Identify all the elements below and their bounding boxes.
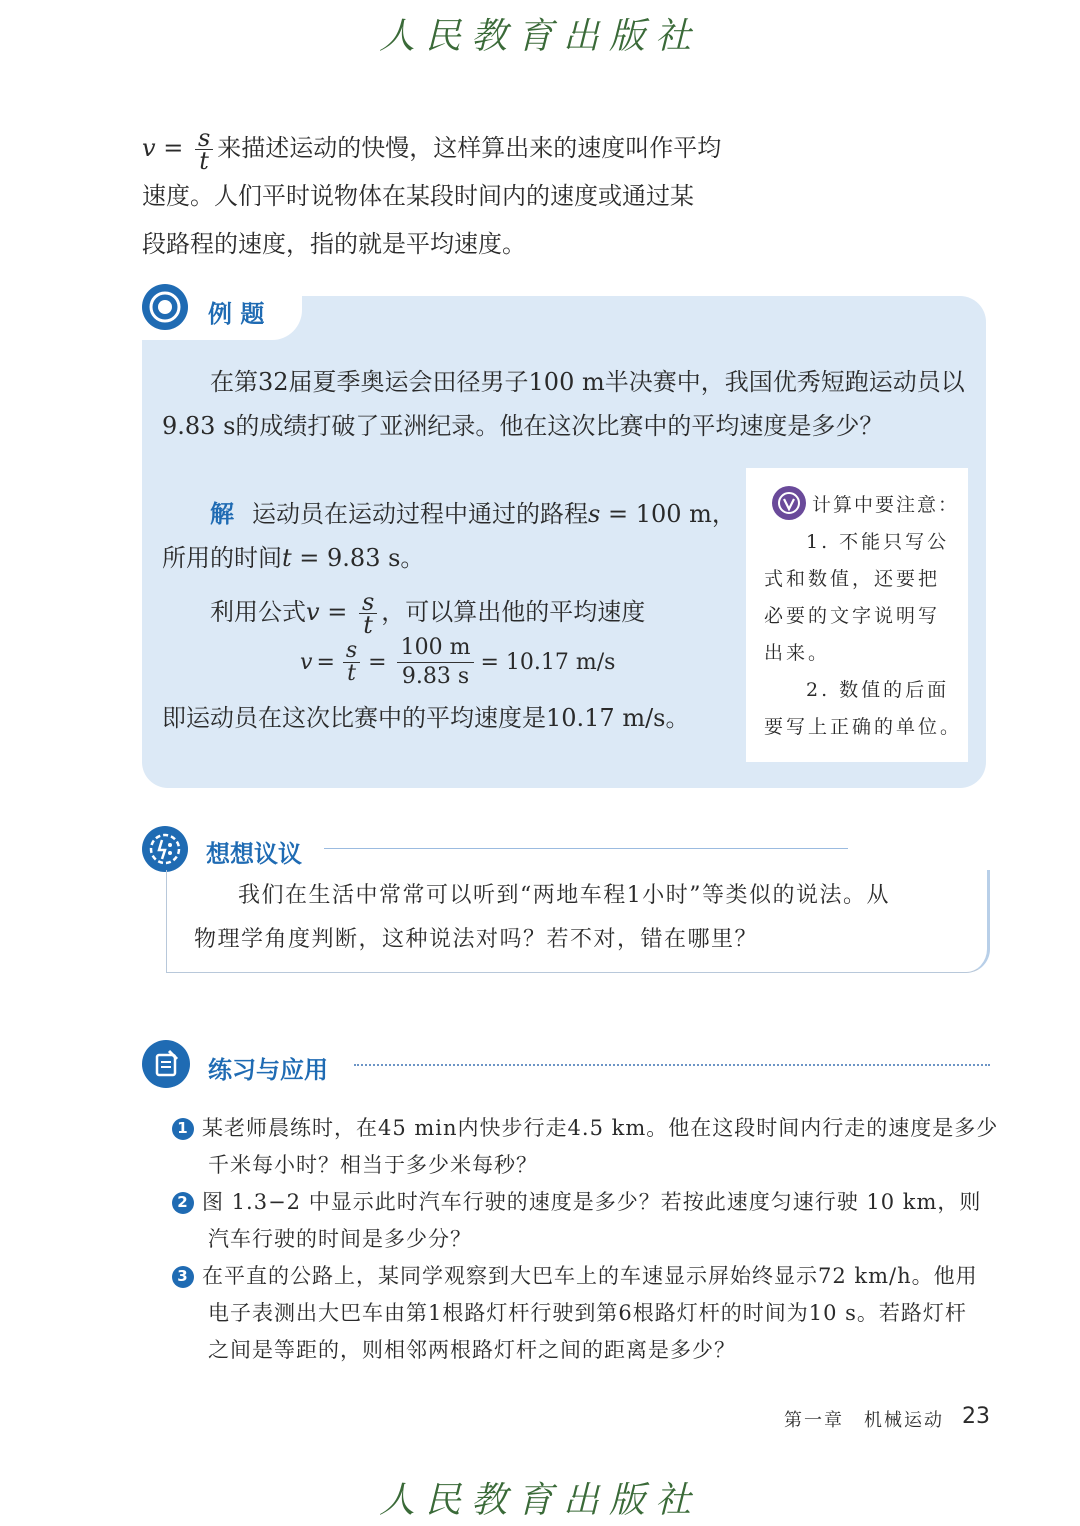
exercise-list	[172, 1110, 999, 1369]
solution-t-value: = 9.83 s。	[291, 544, 425, 572]
exercise-item	[172, 1110, 999, 1184]
note-line1: 1. 不能只写公	[806, 531, 950, 553]
intro-paragraph	[142, 124, 782, 268]
solution-line2: 所用的时间	[162, 544, 282, 572]
formula-intro-den: t	[363, 611, 373, 639]
exercise-line: 在平直的公路上，某同学观察到大巴车上的车速显示屏始终显示72 km/h。他用	[202, 1264, 978, 1288]
formula-intro: 利用公式	[210, 598, 306, 626]
exercise-icon	[142, 1040, 190, 1088]
intro-line2: 速度。人们平时说物体在某段时间内的速度或通过某	[142, 182, 694, 210]
formula-intro-num: s	[359, 591, 377, 614]
calculation	[300, 634, 615, 691]
chapter-label: 第一章 机械运动	[784, 1410, 944, 1431]
note-box	[746, 468, 968, 762]
calc-eq2: =	[368, 650, 387, 675]
discussion-icon	[142, 826, 188, 872]
note-body	[764, 524, 964, 746]
exercise-number-badge: 1	[172, 1118, 194, 1140]
calc-t: t	[347, 661, 356, 686]
calc-s: s	[343, 640, 360, 663]
note-line6: 要写上正确的单位。	[764, 716, 963, 738]
publisher-watermark-top: 人民教育出版社	[378, 16, 701, 57]
formula-intro-fraction	[359, 588, 377, 639]
formula-denominator: t	[199, 147, 209, 175]
exercise-line: 电子表测出大巴车由第1根路灯杆行驶到第6根路灯杆的时间为10 s。若路灯杆	[208, 1301, 967, 1325]
solution-line1: 运动员在运动过程中通过的路程	[252, 500, 588, 528]
formula-intro-line	[210, 588, 646, 639]
exercise-item	[172, 1258, 982, 1369]
discussion-line2: 物理学角度判断，这种说法对吗？若不对，错在哪里？	[194, 927, 759, 952]
formula-intro-eq: =	[327, 598, 348, 626]
target-icon	[142, 284, 188, 330]
discussion-rule	[324, 848, 848, 849]
calc-fraction-numeric	[397, 634, 475, 691]
calc-eq1: =	[316, 650, 335, 675]
intro-line3: 段路程的速度，指的就是平均速度。	[142, 230, 526, 258]
formula-eq: =	[163, 134, 184, 162]
exercise-line: 某老师晨练时，在45 min内快步行走4.5 km。他在这段时间内行走的速度是多少	[202, 1116, 999, 1140]
note-line4: 出来。	[764, 642, 831, 664]
calc-den: 9.83 s	[401, 664, 470, 689]
discussion-text	[194, 874, 974, 962]
publisher-watermark-bottom: 人民教育出版社	[378, 1480, 701, 1521]
example-conclusion: 即运动员在这次比赛中的平均速度是10.17 m/s。	[162, 704, 690, 732]
exercises-rule	[354, 1064, 990, 1066]
formula-numerator: s	[195, 127, 213, 150]
calc-num: 100 m	[397, 634, 475, 663]
page-number: 23	[962, 1404, 990, 1429]
solution-label: 解	[210, 499, 234, 528]
problem-line1: 在第32届夏季奥运会田径男子100 m半决赛中，我国优秀短跑运动员以	[210, 368, 965, 396]
exercises-title: 练习与应用	[208, 1056, 328, 1084]
exercise-line: 千米每小时？相当于多少米每秒？	[208, 1153, 538, 1177]
discussion-title: 想想议议	[206, 840, 302, 868]
exercise-line: 汽车行驶的时间是多少分？	[208, 1227, 472, 1251]
solution-t: t	[282, 544, 292, 572]
solution-s-value: = 100 m，	[600, 500, 736, 528]
exercise-line: 之间是等距的，则相邻两根路灯杆之间的距离是多少？	[208, 1338, 736, 1362]
discussion-line1: 我们在生活中常常可以听到“两地车程1小时”等类似的说法。从	[238, 883, 890, 908]
calc-fraction-symbolic	[343, 640, 360, 685]
note-title: 计算中要注意：	[812, 494, 960, 516]
calc-v: v	[300, 650, 313, 675]
exercise-number-badge: 2	[172, 1192, 194, 1214]
example-problem	[162, 360, 977, 448]
lightbulb-icon	[772, 486, 806, 520]
note-line3: 必要的文字说明写	[764, 605, 941, 627]
example-title: 例 题	[208, 300, 265, 328]
formula-fraction	[195, 124, 213, 175]
example-solution	[162, 492, 742, 580]
formula-intro-rest: ，可以算出他的平均速度	[381, 598, 646, 626]
formula-intro-v: v	[306, 598, 320, 626]
intro-line1: 来描述运动的快慢，这样算出来的速度叫作平均	[217, 134, 722, 162]
exercise-item	[172, 1184, 982, 1258]
note-line5: 2. 数值的后面	[806, 679, 950, 701]
exercise-number-badge: 3	[172, 1266, 194, 1288]
solution-s: s	[588, 500, 601, 528]
formula-v: v	[142, 134, 156, 162]
calc-result: = 10.17 m/s	[480, 650, 616, 675]
exercise-line: 图 1.3−2 中显示此时汽车行驶的速度是多少？若按此速度匀速行驶 10 km，则	[202, 1190, 982, 1214]
note-line2: 式和数值，还要把	[764, 568, 941, 590]
problem-line2: 9.83 s的成绩打破了亚洲纪录。他在这次比赛中的平均速度是多少？	[162, 412, 884, 440]
